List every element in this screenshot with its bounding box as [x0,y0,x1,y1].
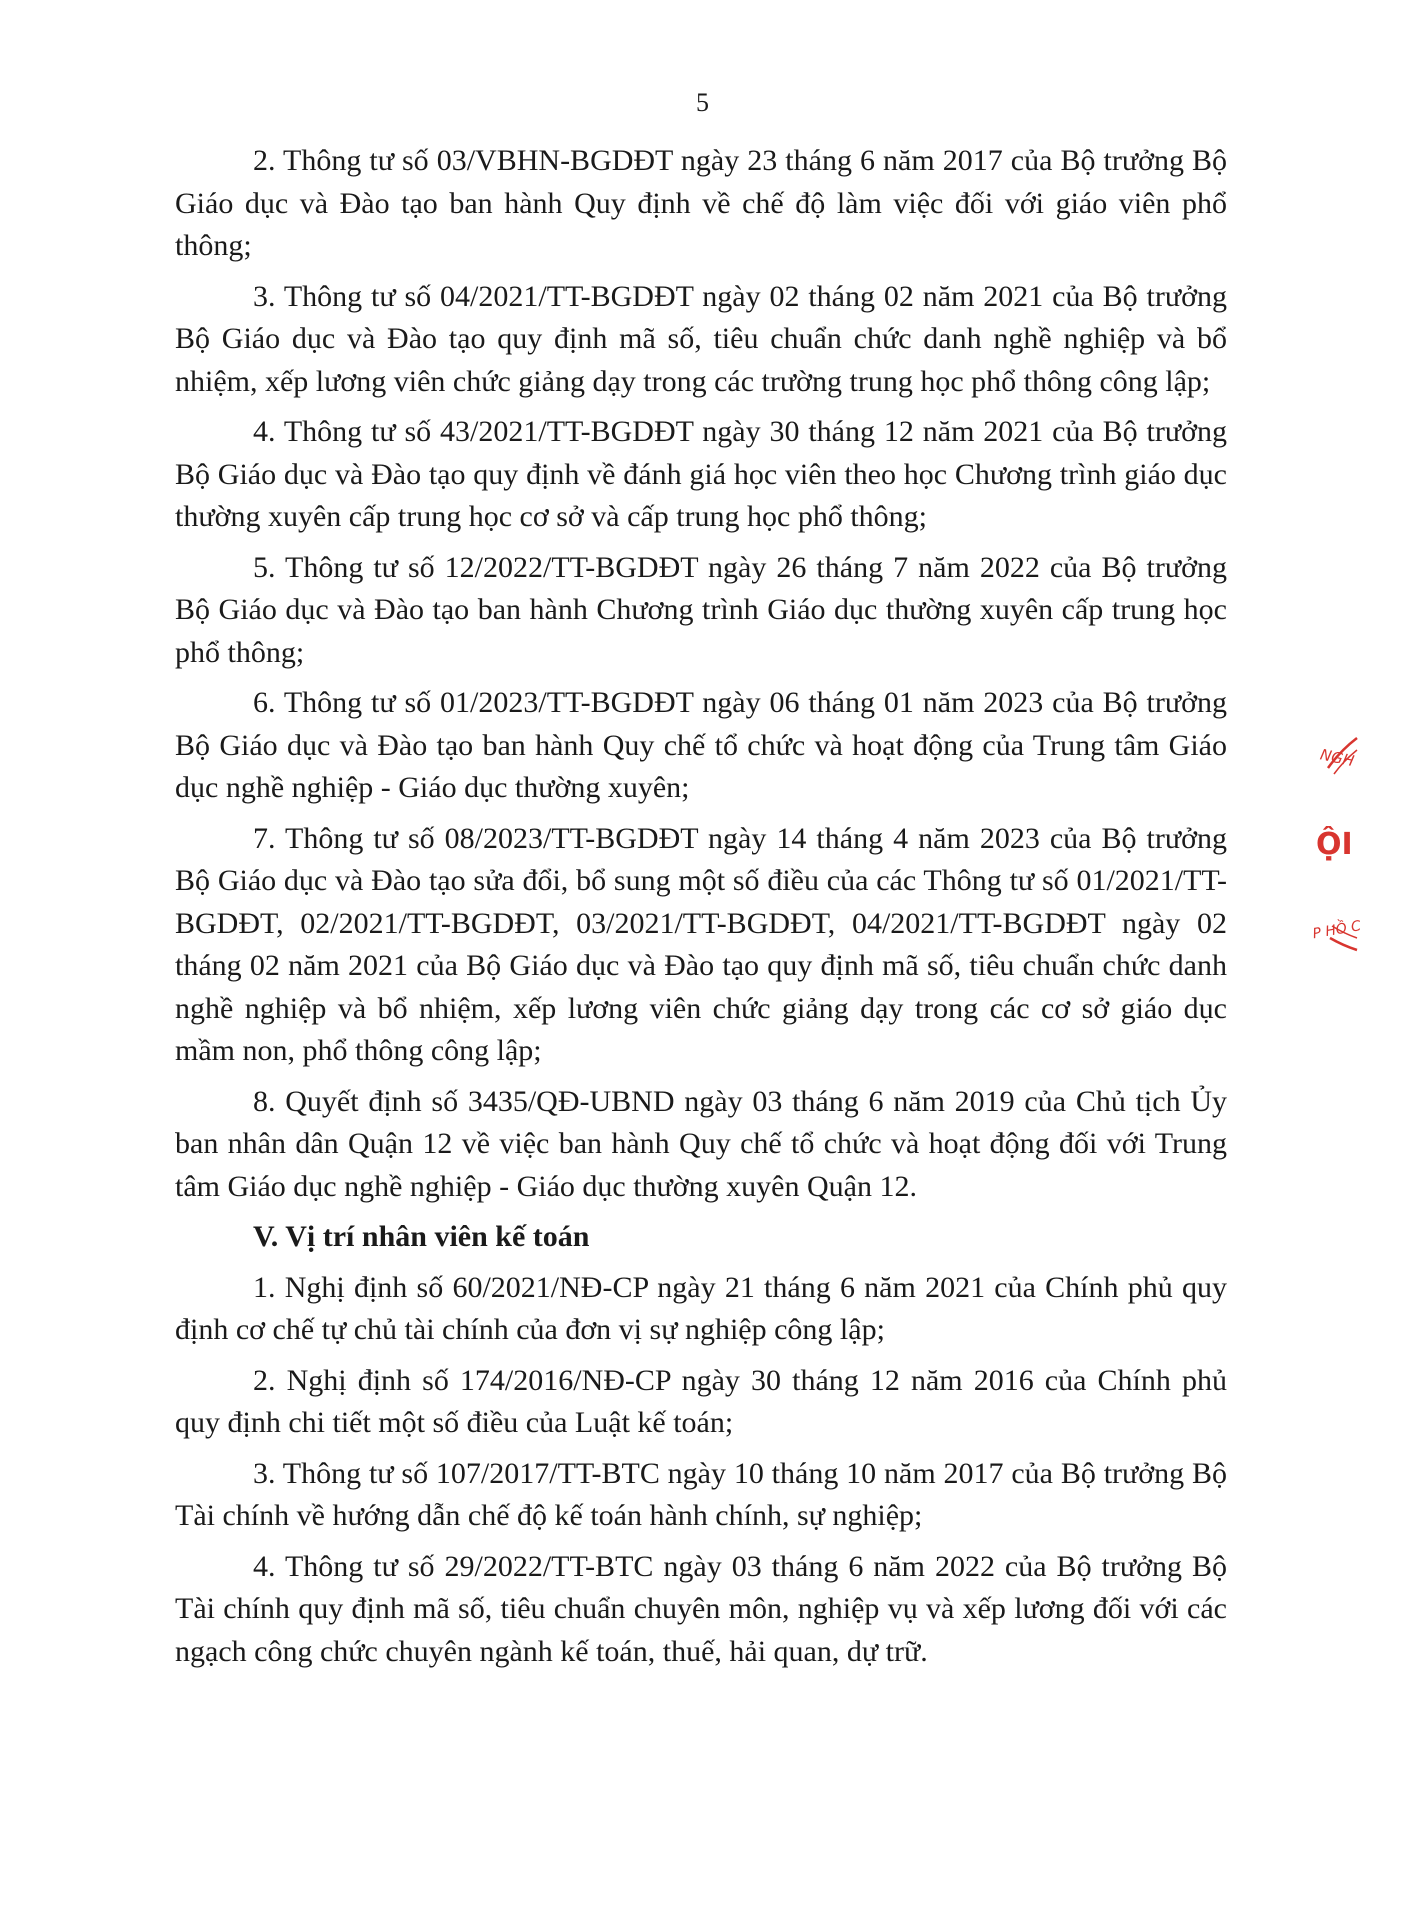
paragraph: 2. Thông tư số 03/VBHN-BGDĐT ngày 23 tháng 6 năm 2017 của Bộ trưởng Bộ Giáo dục và Đào tạo ban hành Quy định về chế độ làm việc đối với giáo viên phổ thông; [175,144,1227,262]
seal-text-bottom: P HỒ C [1311,918,1363,943]
paragraph: 3. Thông tư số 107/2017/TT-BTC ngày 10 tháng 10 năm 2017 của Bộ trưởng Bộ Tài chính về hướng dẫn chế độ kế toán hành chính, sự nghiệp; [175,1456,1227,1532]
paragraph: 2. Nghị định số 174/2016/NĐ-CP ngày 30 tháng 12 năm 2016 của Chính phủ quy định chi tiết một số điều của Luật kế toán; [175,1363,1227,1439]
seal-text-top: NGH [1318,745,1356,771]
paragraph: 4. Thông tư số 43/2021/TT-BGDĐT ngày 30 tháng 12 năm 2021 của Bộ trưởng Bộ Giáo dục và Đào tạo quy định về đánh giá học viên theo học Chương trình giáo dục thường xuyên cấp trung học cơ sở và cấp trung học phổ thông; [175,415,1227,533]
paragraph: 7. Thông tư số 08/2023/TT-BGDĐT ngày 14 tháng 4 năm 2023 của Bộ trưởng Bộ Giáo dục và Đào tạo sửa đổi, bổ sung một số điều của các Thông tư số 01/2021/TT-BGDĐT, 02/2021/TT-BGDĐT, 03/2021/TT-BGDĐT, 04/2021/TT-BGDĐT ngày 02 tháng 02 năm 2021 của Bộ Giáo dục và Đào tạo quy định mã số, tiêu chuẩn chức danh nghề nghiệp và bổ nhiệm, xếp lương viên chức giảng dạy trong các cơ sở giáo dục mầm non, phổ thông công lập; [175,821,1227,1067]
red-seal-stamp [1308,728,1363,968]
section-heading: V. Vị trí nhân viên kế toán [253,1220,590,1253]
paragraph: 6. Thông tư số 01/2023/TT-BGDĐT ngày 06 tháng 01 năm 2023 của Bộ trưởng Bộ Giáo dục và Đào tạo ban hành Quy chế tổ chức và hoạt động của Trung tâm Giáo dục nghề nghiệp - Giáo dục thường xuyên; [175,686,1227,804]
paragraph: 4. Thông tư số 29/2022/TT-BTC ngày 03 tháng 6 năm 2022 của Bộ trưởng Bộ Tài chính quy định mã số, tiêu chuẩn chuyên môn, nghiệp vụ và xếp lương đối với các ngạch công chức chuyên ngành kế toán, thuế, hải quan, dự trữ. [175,1549,1227,1668]
paragraph: 5. Thông tư số 12/2022/TT-BGDĐT ngày 26 tháng 7 năm 2022 của Bộ trưởng Bộ Giáo dục và Đào tạo ban hành Chương trình Giáo dục thường xuyên cấp trung học phổ thông; [175,550,1227,669]
paragraph: 8. Quyết định số 3435/QĐ-UBND ngày 03 tháng 6 năm 2019 của Chủ tịch Ủy ban nhân dân Quận 12 về việc ban hành Quy chế tổ chức và hoạt động đối với Trung tâm Giáo dục nghề nghiệp - Giáo dục thường xuyên Quận 12. [175,1084,1227,1203]
paragraph: 1. Nghị định số 60/2021/NĐ-CP ngày 21 tháng 6 năm 2021 của Chính phủ quy định cơ chế tự chủ tài chính của đơn vị sự nghiệp công lập; [175,1270,1227,1346]
seal-graphic [1308,728,1363,968]
seal-text-mid: ỘI [1316,827,1353,862]
document-body [175,140,1227,1681]
page-number: 5 [696,88,709,117]
paragraph: 3. Thông tư số 04/2021/TT-BGDĐT ngày 02 tháng 02 năm 2021 của Bộ trưởng Bộ Giáo dục và Đào tạo quy định mã số, tiêu chuẩn chức danh nghề nghiệp và bổ nhiệm, xếp lương viên chức giảng dạy trong các trường trung học phổ thông công lập; [175,279,1227,398]
